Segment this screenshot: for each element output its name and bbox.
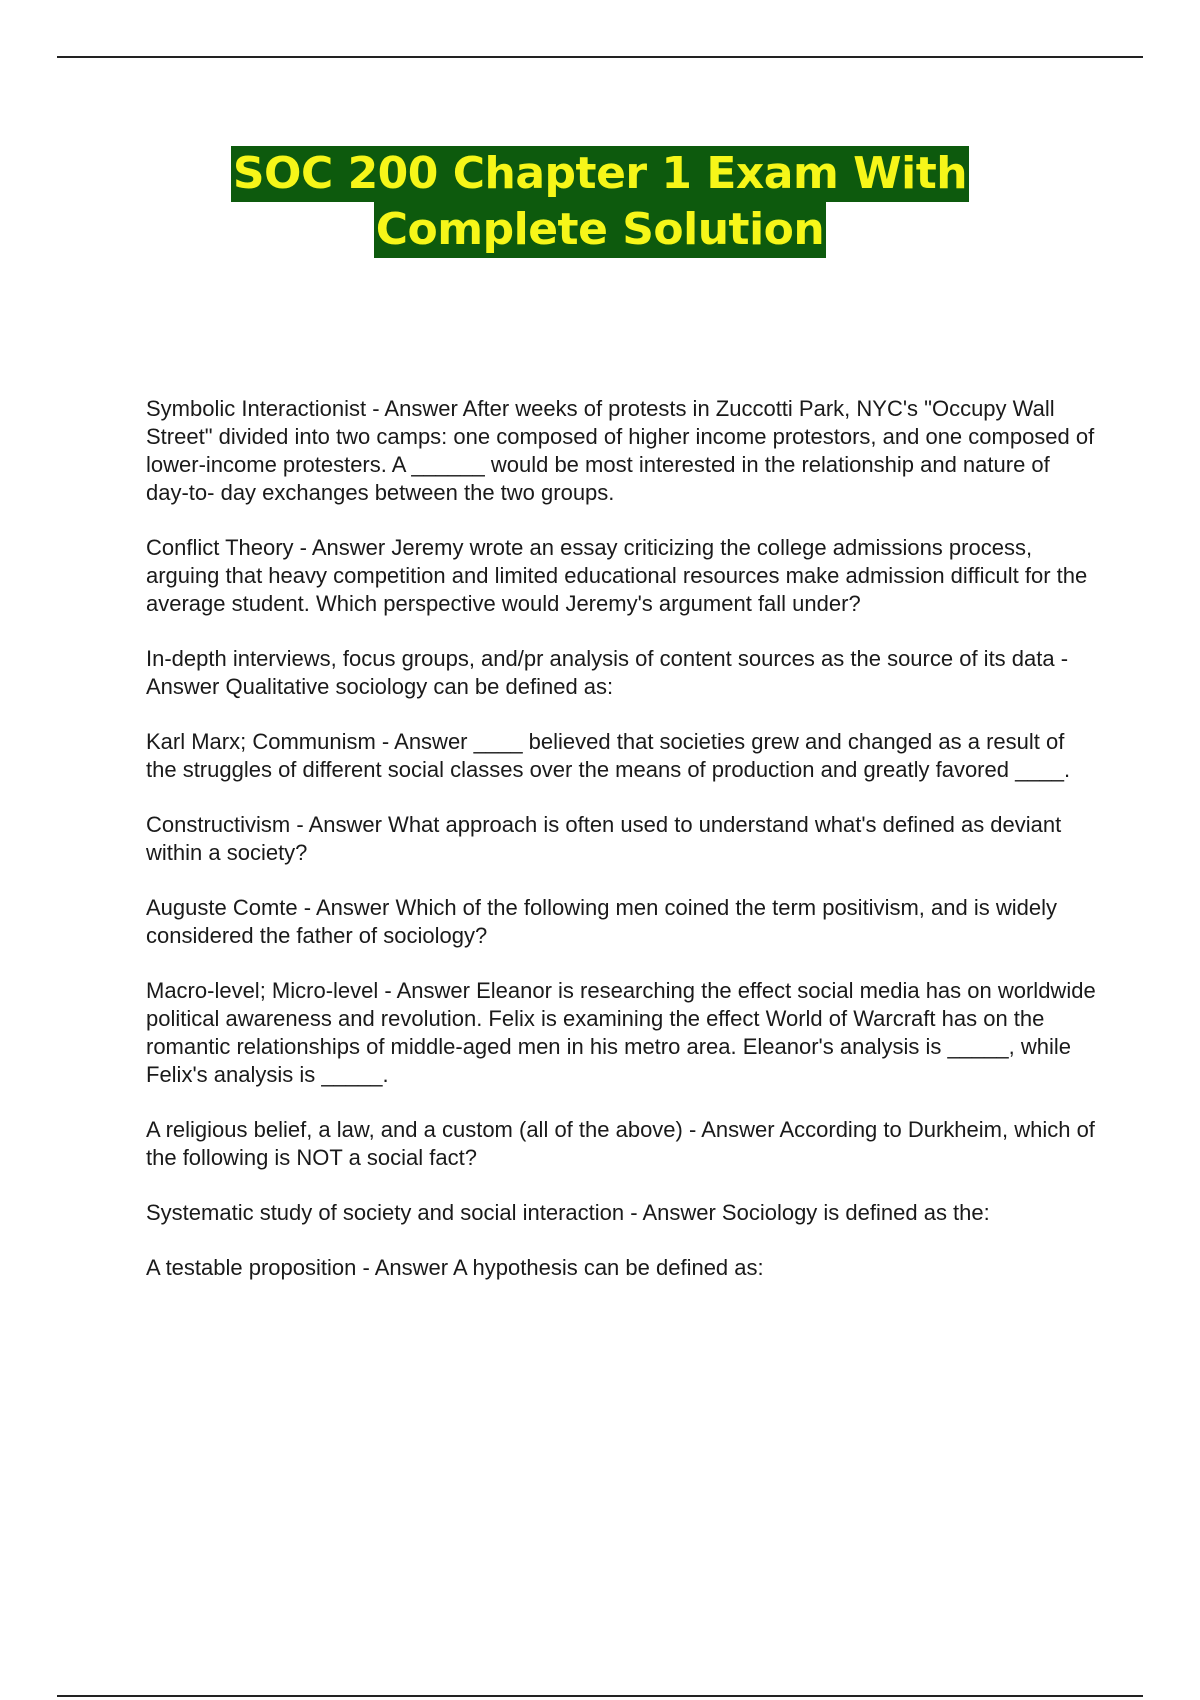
title-line-2: Complete Solution — [374, 202, 826, 258]
qa-entry: Constructivism - Answer What approach is often used to understand what's defined as deviant within a society? — [146, 812, 1062, 865]
qa-entry: Symbolic Interactionist - Answer After weeks of protests in Zuccotti Park, NYC's "Occupy Wall Street" divided into two camps: one composed of higher income protestors, and one composed of lower-income protesters. A ______ would be most interested in the relationship and nature of day-to- day exchanges between the two groups. — [146, 396, 1095, 505]
qa-entry: Auguste Comte - Answer Which of the following men coined the term positivism, and is widely considered the father of sociology? — [146, 895, 1057, 948]
qa-list — [146, 395, 1096, 1309]
document-title — [0, 146, 1200, 258]
qa-entry: Karl Marx; Communism - Answer ____ believed that societies grew and changed as a result of the struggles of different social classes over the means of production and greatly favored ____. — [146, 729, 1071, 782]
qa-entry: Conflict Theory - Answer Jeremy wrote an essay criticizing the college admissions process, arguing that heavy competition and limited educational resources make admission difficult for the average student. Which perspective would Jeremy's argument fall under? — [146, 535, 1088, 616]
top-divider — [57, 56, 1143, 58]
qa-entry: A religious belief, a law, and a custom (all of the above) - Answer According to Durkheim, which of the following is NOT a social fact? — [146, 1117, 1095, 1170]
qa-entry: Macro-level; Micro-level - Answer Eleanor is researching the effect social media has on worldwide political awareness and revolution. Felix is examining the effect World of Warcraft has on the romantic relationships of middle-aged men in his metro area. Eleanor's analysis is _____, while Felix's analysis is _____. — [146, 978, 1096, 1087]
qa-entry: In-depth interviews, focus groups, and/pr analysis of content sources as the source of its data - Answer Qualitative sociology can be defined as: — [146, 646, 1069, 699]
bottom-divider — [57, 1695, 1143, 1697]
qa-entry: A testable proposition - Answer A hypothesis can be defined as: — [146, 1255, 764, 1280]
qa-entry: Systematic study of society and social interaction - Answer Sociology is defined as the: — [146, 1200, 990, 1225]
title-line-1: SOC 200 Chapter 1 Exam With — [231, 146, 969, 202]
